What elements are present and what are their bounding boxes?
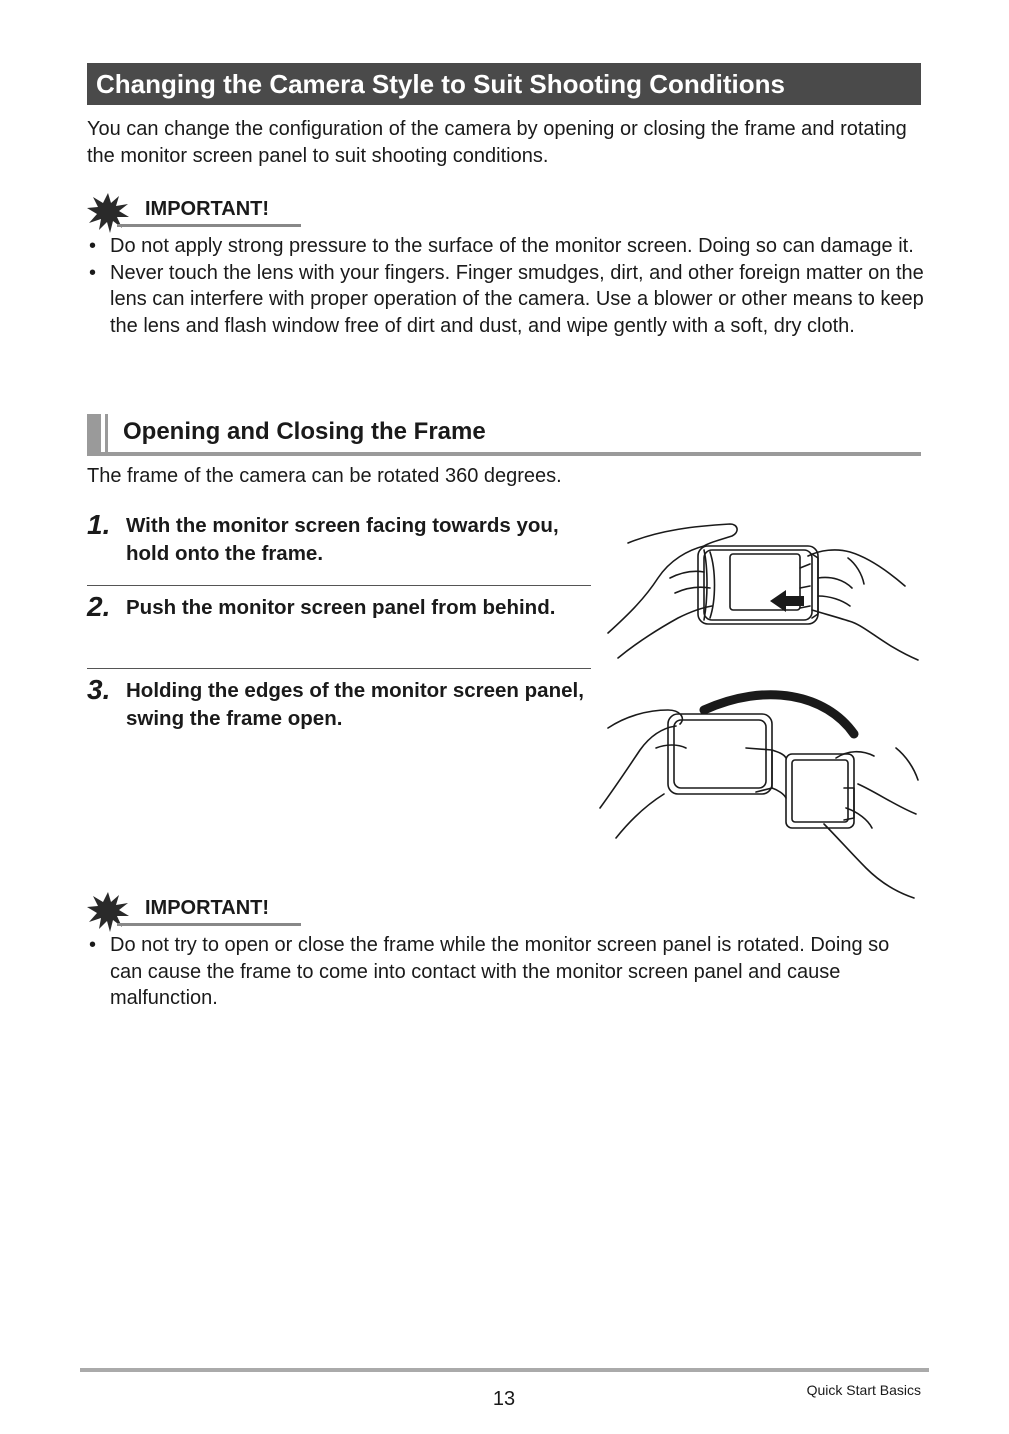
step-text: With the monitor screen facing towards you, hold onto the frame. <box>126 514 559 565</box>
footer-rule <box>80 1368 929 1372</box>
step-2 <box>87 591 591 654</box>
important-list <box>87 233 927 339</box>
subsection-intro: The frame of the camera can be rotated 360 degrees. <box>87 465 562 487</box>
heading-marker <box>87 414 101 452</box>
list-item: • Do not try to open or close the frame while the monitor screen panel is rotated. Doing so can cause the frame to come into contact with the monitor screen panel and cause malfunction. <box>89 934 890 1009</box>
important-heading <box>87 193 301 227</box>
step-divider <box>87 668 591 669</box>
starburst-icon <box>87 193 129 233</box>
step-text: Holding the edges of the monitor screen panel, swing the frame open. <box>126 679 584 730</box>
heading-underline <box>87 452 921 456</box>
page-number: 13 <box>492 1388 516 1410</box>
important-underline <box>117 224 301 227</box>
important-label: IMPORTANT! <box>145 897 270 919</box>
section-intro: You can change the configuration of the camera by opening or closing the frame and rotating the monitor screen panel to suit shooting conditions. <box>87 118 907 167</box>
footer-section-name: Quick Start Basics <box>806 1382 921 1398</box>
step-number: 1. <box>87 509 111 540</box>
step-divider <box>87 585 591 586</box>
camera-holding-illustration <box>600 518 920 668</box>
list-item: • Do not apply strong pressure to the surface of the monitor screen. Doing so can damage it. <box>89 235 914 257</box>
heading-marker <box>105 414 108 452</box>
step-1 <box>87 509 591 572</box>
starburst-icon <box>87 892 129 932</box>
list-item: • Never touch the lens with your fingers. Finger smudges, dirt, and other foreign matter on the lens can interfere with proper operation of the camera. Use a blower or other means to keep the lens and flash window free of dirt and dust, and wipe gently with a soft, dry cloth. <box>89 261 924 337</box>
section-title: Changing the Camera Style to Suit Shooting Conditions <box>87 63 921 105</box>
subsection-heading <box>87 414 921 456</box>
frame-swing-illustration <box>596 688 922 900</box>
step-number: 2. <box>87 591 111 622</box>
important-underline <box>117 923 301 926</box>
important-list <box>87 932 927 1012</box>
subsection-title: Opening and Closing the Frame <box>123 418 486 445</box>
important-label: IMPORTANT! <box>145 198 270 220</box>
step-number: 3. <box>87 674 111 705</box>
step-text: Push the monitor screen panel from behind. <box>126 596 556 619</box>
step-3 <box>87 674 591 737</box>
important-heading <box>87 892 301 926</box>
